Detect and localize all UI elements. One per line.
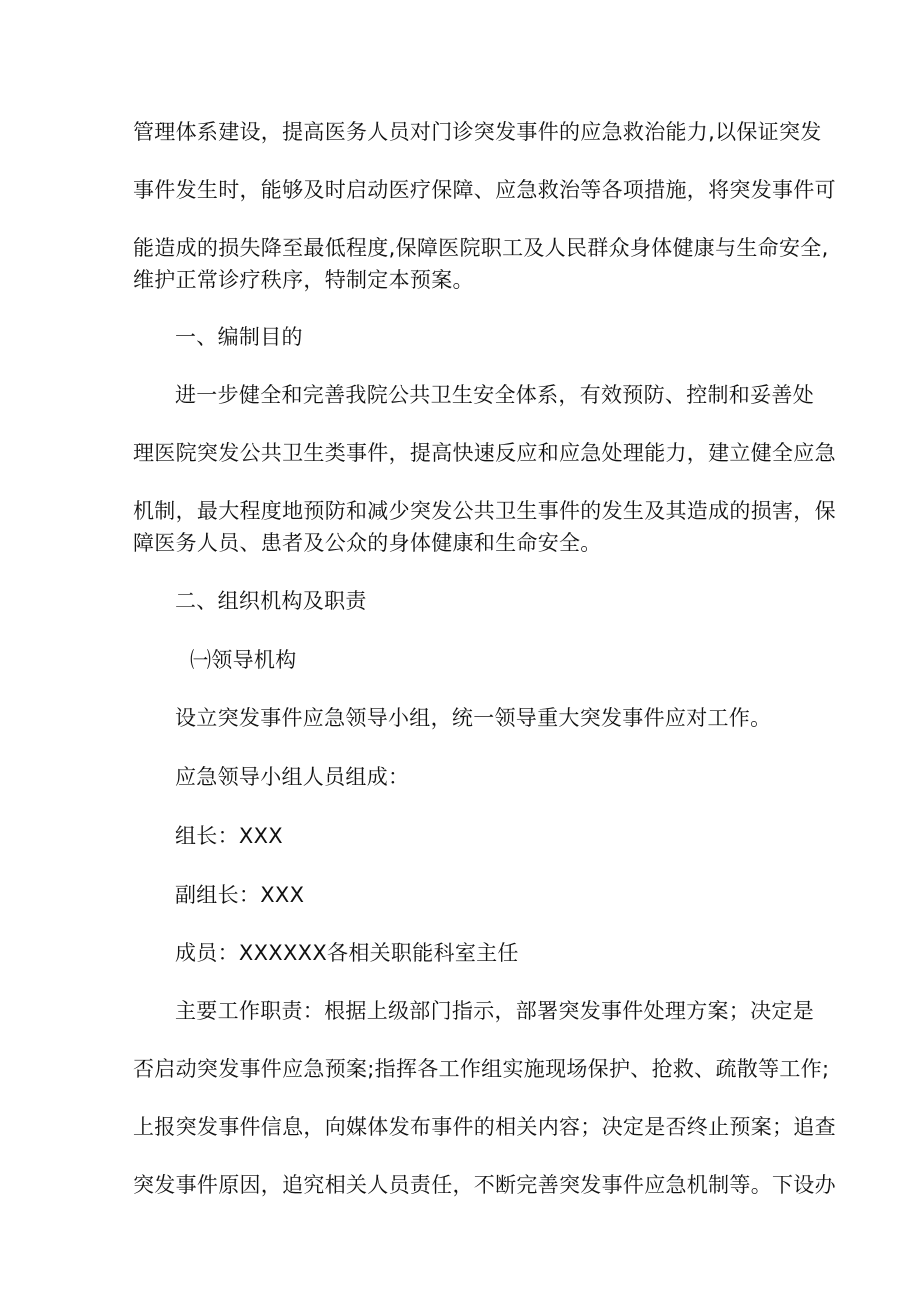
setup-text: 设立突发事件应急领导小组，统一领导重大突发事件应对工作。	[175, 706, 772, 730]
duties-line-1: 主要工作职责：根据上级部门指示，部署突发事件处理方案；决定是	[175, 999, 814, 1023]
members-intro: 应急领导小组人员组成：	[175, 765, 410, 789]
leader-line: 组长：XXX	[175, 824, 283, 848]
intro-line-1: 管理体系建设，提高医务人员对门诊突发事件的应急救治能力,以保证突发	[133, 120, 822, 144]
intro-line-4: 维护正常诊疗秩序，特制定本预案。	[133, 268, 474, 292]
section1-line-1: 进一步健全和完善我院公共卫生安全体系，有效预防、控制和妥善处	[175, 383, 814, 407]
intro-line-3: 能造成的损失降至最低程度,保障医院职工及人民群众身体健康与生命安全,	[133, 236, 829, 260]
members-line: 成员：XXXXXX各相关职能科室主任	[175, 941, 519, 965]
deputy-leader-line: 副组长：XXX	[175, 883, 305, 907]
duties-line-3: 上报突发事件信息，向媒体发布事件的相关内容；决定是否终止预案；追查	[133, 1115, 836, 1139]
subsection1-heading: ㈠领导机构	[190, 648, 297, 672]
section1-heading: 一、编制目的	[175, 325, 303, 349]
section1-line-2: 理医院突发公共卫生类事件，提高快速反应和应急处理能力，建立健全应急	[133, 441, 836, 465]
duties-line-2: 否启动突发事件应急预案;指挥各工作组实施现场保护、抢救、疏散等工作;	[133, 1057, 830, 1081]
section2-heading: 二、组织机构及职责	[175, 589, 367, 613]
section1-line-3: 机制，最大程度地预防和减少突发公共卫生事件的发生及其造成的损害，保	[133, 499, 836, 523]
duties-line-4: 突发事件原因，追究相关人员责任，不断完善突发事件应急机制等。下设办	[133, 1173, 836, 1197]
intro-line-2: 事件发生时，能够及时启动医疗保障、应急救治等各项措施，将突发事件可	[133, 178, 836, 202]
section1-line-4: 障医务人员、患者及公众的身体健康和生命安全。	[133, 531, 602, 555]
